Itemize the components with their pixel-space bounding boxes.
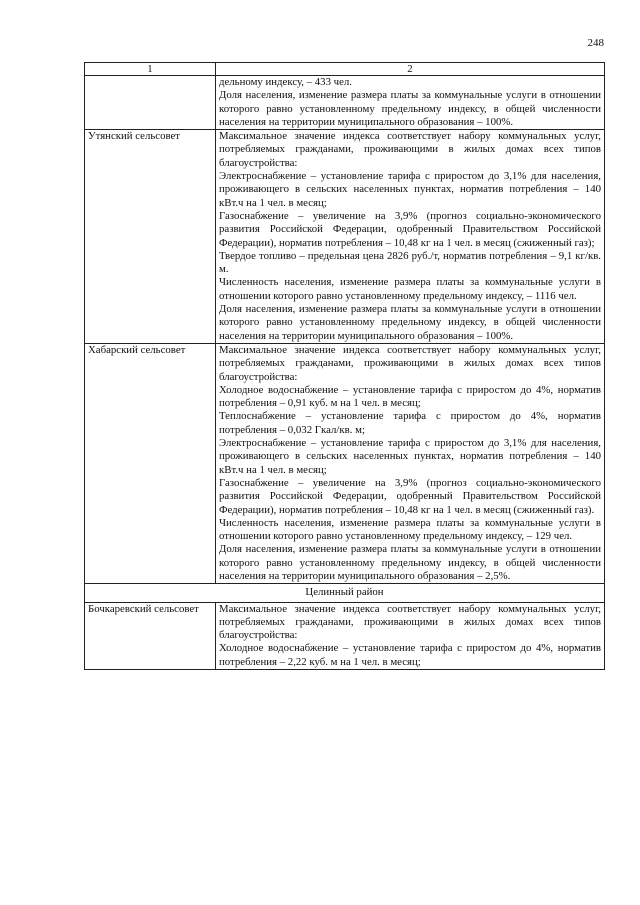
paragraph: Максимальное значение индекса соответствует набору коммунальных услуг, потребляемых гражданами, проживающими в жилых домах всех типов благоустройства: [219, 602, 601, 642]
section-title: Целинный район [85, 584, 605, 602]
table-row [85, 602, 605, 669]
paragraph: Доля населения, изменение размера платы за коммунальные услуги в отношении которого равно установленному предельному индексу, в общей численности населения на территории муниципального образования – 100%. [219, 89, 601, 128]
description-cell [216, 602, 605, 669]
paragraph: Твердое топливо – предельная цена 2826 руб./т, норматив потребления – 9,1 кг/кв. м. [219, 249, 601, 276]
description-cell [216, 76, 605, 130]
table-row [85, 130, 605, 344]
table-header-row [85, 63, 605, 76]
header-col-2: 2 [216, 63, 605, 76]
municipality-name [85, 76, 216, 130]
table-row [85, 343, 605, 583]
paragraph: Холодное водоснабжение – установление тарифа с приростом до 4%, норматив потребления – 0,91 куб. м на 1 чел. в месяц; [219, 383, 601, 410]
paragraph: Теплоснабжение – установление тарифа с приростом до 4%, норматив потребления – 0,032 Гкал/кв. м; [219, 410, 601, 436]
paragraph: Газоснабжение – увеличение на 3,9% (прогноз социально-экономического развития Российской Федерации, одобренный Правительством Российской Федерации), норматив потребления – 10,48 кг на 1 чел. в месяц (сжиженный газ); [219, 209, 601, 249]
paragraph: Электроснабжение – установление тарифа с приростом до 3,1% для населения, проживающего в сельских населенных пунктах, норматив потребления – 140 кВт.ч на 1 чел. в месяц; [219, 170, 601, 209]
municipality-name: Утянский сельсовет [85, 130, 216, 344]
description-cell [216, 130, 605, 344]
description-cell [216, 343, 605, 583]
tariff-table [84, 62, 605, 670]
paragraph: дельному индексу, – 433 чел. [219, 76, 352, 88]
paragraph: Максимальное значение индекса соответствует набору коммунальных услуг, потребляемых гражданами, проживающими в жилых домах всех типов благоустройства: [219, 130, 601, 169]
paragraph: Газоснабжение – увеличение на 3,9% (прогноз социально-экономического развития Российской Федерации, одобренный Правительством Российской Федерации), норматив потребления – 10,48 кг на 1 чел. в месяц (сжиженный газ). [219, 476, 601, 516]
header-col-1: 1 [85, 63, 216, 76]
paragraph: Электроснабжение – установление тарифа с приростом до 3,1% для населения, проживающего в сельских населенных пунктах, норматив потребления – 140 кВт.ч на 1 чел. в месяц; [219, 437, 601, 476]
paragraph: Максимальное значение индекса соответствует набору коммунальных услуг, потребляемых гражданами, проживающими в жилых домах всех типов благоустройства: [219, 343, 601, 383]
paragraph: Численность населения, изменение размера платы за коммунальные услуги в отношении которого равно установленному предельному индексу, – 1116 чел. [219, 276, 601, 302]
section-row [85, 584, 605, 602]
paragraph: Доля населения, изменение размера платы за коммунальные услуги в отношении которого равно установленному предельному индексу, в общей численности населения на территории муниципального образования – 2,5%. [219, 543, 601, 582]
page-number: 248 [587, 37, 604, 49]
table-row [85, 76, 605, 130]
paragraph: Холодное водоснабжение – установление тарифа с приростом до 4%, норматив потребления – 2,22 куб. м на 1 чел. в месяц; [219, 642, 601, 668]
municipality-name: Хабарский сельсовет [85, 343, 216, 583]
paragraph: Доля населения, изменение размера платы за коммунальные услуги в отношении которого равно установленному предельному индексу, в общей численности населения на территории муниципального образования – 100%. [219, 303, 601, 342]
municipality-name: Бочкаревский сельсовет [85, 602, 216, 669]
paragraph: Численность населения, изменение размера платы за коммунальные услуги в отношении которого равно установленному предельному индексу, – 129 чел. [219, 516, 601, 543]
